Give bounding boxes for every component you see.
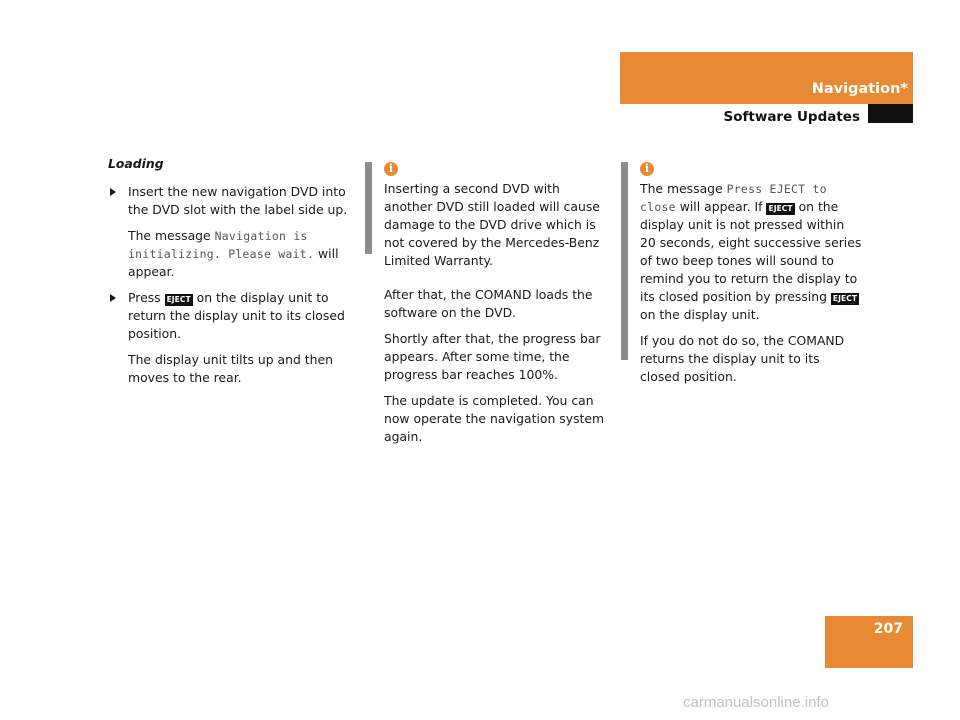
loading-heading: Loading xyxy=(108,156,164,171)
step-arrow-icon xyxy=(110,294,116,302)
step-suffix: on the display unit to return the display unit to its closed position. xyxy=(128,290,345,341)
info-icon: i xyxy=(384,162,398,176)
text-segment: will appear. If xyxy=(675,199,767,214)
eject-button-icon: EJECT xyxy=(768,204,793,213)
display-message: Navigation is initializing. Please wait. xyxy=(128,229,315,261)
watermark: carmanualsonline.info xyxy=(683,694,829,711)
step-arrow-icon xyxy=(110,188,116,196)
message-prefix: The message xyxy=(128,228,215,243)
step-prefix: Press xyxy=(128,290,165,305)
text-segment: The message xyxy=(640,181,727,196)
page-number: 207 xyxy=(873,621,903,637)
paragraph-progress: Shortly after that, the progress bar appears. After some time, the progress bar reaches 100%. xyxy=(384,331,601,382)
info-bar xyxy=(621,162,628,360)
info-bar xyxy=(365,162,372,254)
display-message: Press EJECT to close xyxy=(640,182,827,214)
info-icon: i xyxy=(640,162,654,176)
eject-button-icon: EJECT xyxy=(832,294,858,303)
subsection-title: Software Updates xyxy=(723,109,860,125)
text-segment: on the display unit. xyxy=(640,307,760,322)
section-title: Navigation* xyxy=(811,81,908,97)
column-right xyxy=(640,160,862,394)
step-insert-dvd xyxy=(108,183,352,219)
eject-message-note xyxy=(640,180,862,324)
page-number-box xyxy=(825,616,913,668)
auto-close-note: If you do not do so, the COMAND returns the display unit to its closed position. xyxy=(640,333,845,384)
column-middle xyxy=(384,160,606,454)
eject-button-icon: EJECT xyxy=(166,295,191,304)
message-suffix: will appear. xyxy=(128,246,339,279)
step-press-eject xyxy=(108,289,352,343)
column-left xyxy=(108,155,352,395)
message-note xyxy=(108,227,352,281)
header-tab xyxy=(868,104,913,123)
warranty-warning: Inserting a second DVD with another DVD still loaded will cause damage to the DVD drive which is not covered by the Mercedes-Benz Limited Warranty. xyxy=(384,181,600,268)
paragraph-loads: After that, the COMAND loads the software on the DVD. xyxy=(384,287,593,320)
tilt-note: The display unit tilts up and then moves to the rear. xyxy=(128,352,333,385)
text-segment: on the display unit is not pressed within 20 seconds, eight successive series of two beep tones will sound to remind you to return the display to its closed position by pressing xyxy=(640,199,862,304)
step-text: Insert the new navigation DVD into the DVD slot with the label side up. xyxy=(128,184,348,217)
paragraph-complete: The update is completed. You can now operate the navigation system again. xyxy=(384,393,605,444)
